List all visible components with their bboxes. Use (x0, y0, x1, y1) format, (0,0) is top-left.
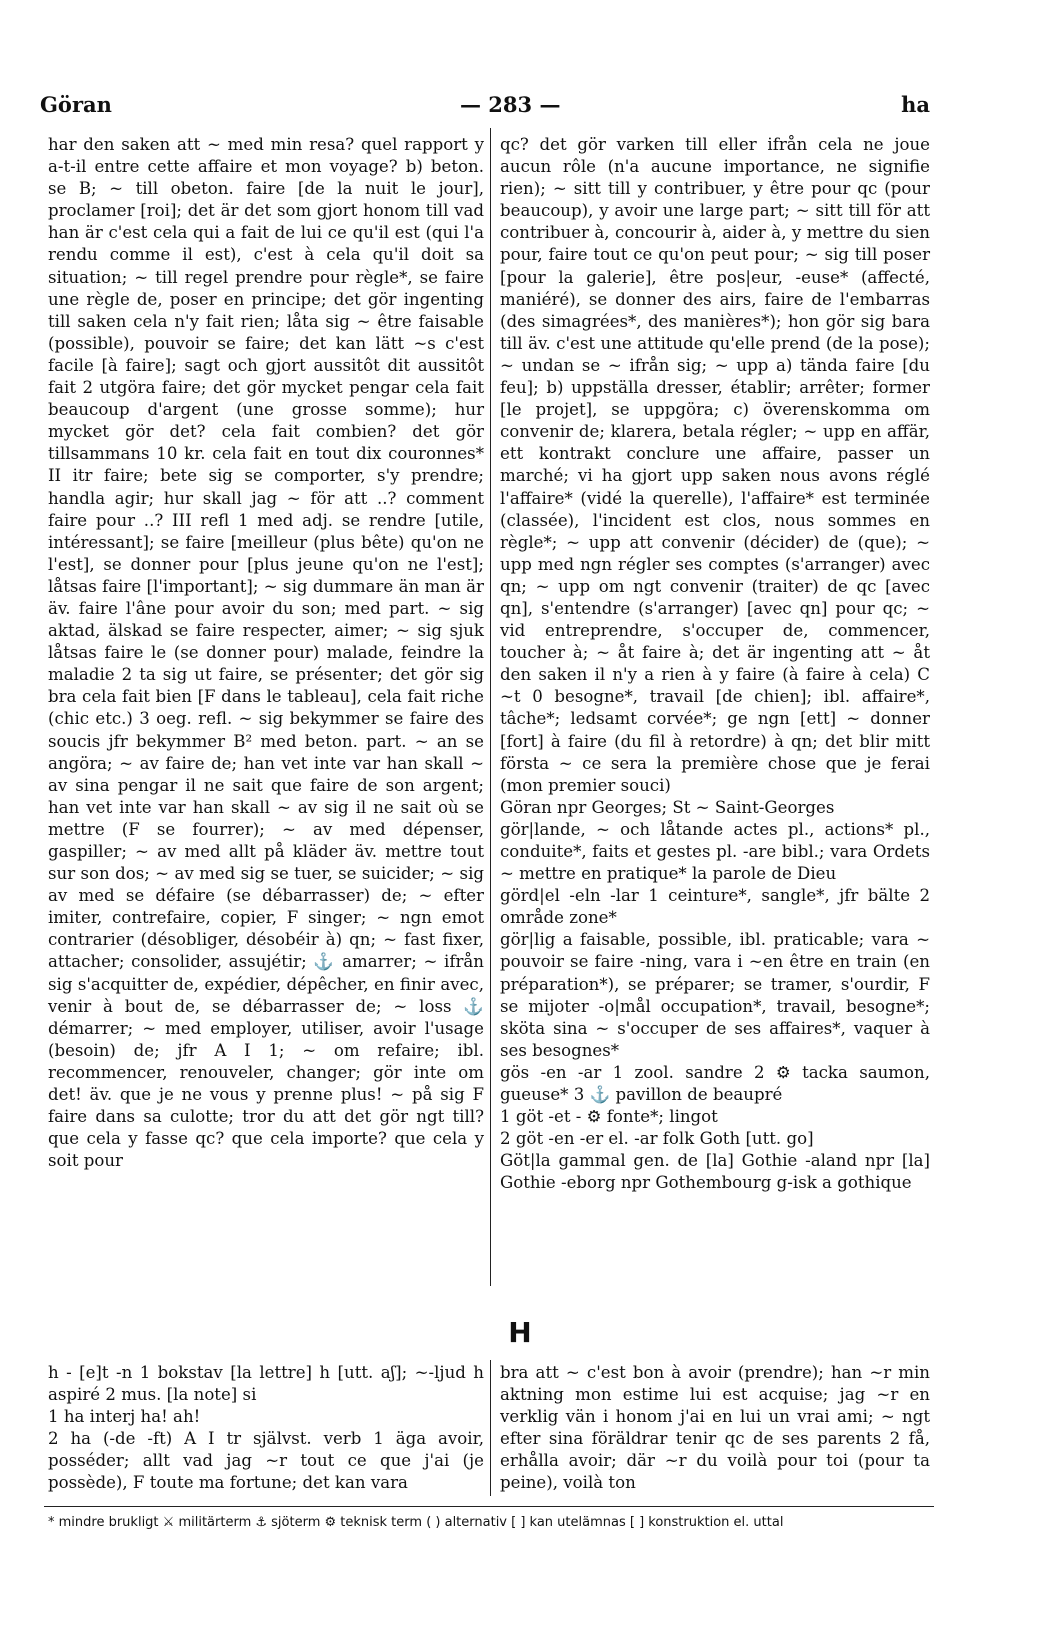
entry-gos: gös -en -ar 1 zool. sandre 2 ⚙ tacka saumon, gueuse* 3 ⚓ pavillon de beaupré (500, 1062, 930, 1105)
entry-text: qc? det gör varken till eller ifrån cela ne joue aucun rôle (n'a aucune importance, ne signifie rien); ~ sitt till y contribuer, y être pour qc (pour beaucoup), y avoir une large part; ~ sitt till för att contribuer à, concourir à, aider à, y mettre du sien pour, faire tout ce qu'on peut pour; ~ sig till poser [pour la galerie], être pos|eur, -euse* (affecté, maniéré), se donner des airs, faire de l'embarras (des simagrées*, des manières*); hon gör sig bara till äv. c'est une attitude qu'elle prend (de la pose); ~ undan se ~ ifrån sig; ~ upp a) tända faire [du feu]; b) uppställa dresser, établir; arrêter; former [le projet], se uppgöra; c) överenskomma om convenir de; klarera, betala régler; ~ upp en affär, ett kontrakt conclure une affaire, passer un marché; vi ha gjort upp saken nous avons réglé l'affaire* (vidé la querelle), l'affaire* est terminée (classée), l'incident est clos, nous sommes en règle*; ~ upp att convenir (décider) de (que); ~ upp med ngn régler ses comptes (s'arranger) avec qn; ~ upp om ngt convenir (traiter) de qc [avec qn], s'entendre (s'arranger) [avec qn] pour qc; ~ vid entreprendre, s'occuper de, commencer, toucher à; ~ åt faire à; det är ingenting att ~ åt den saken il n'y a rien à y faire (à faire à cela) C ~t 0 besogne*, travail [de chien]; ibl. affaire*, tâche*; ledsamt corvée*; ge ngn [ett] ~ donner [fort] à faire (du fil à retordre) à qn; det blir mitt första ~ ce sera la première chose que je ferai (mon premier souci) (500, 135, 930, 795)
entry-gorande: gör|lande, ~ och låtande actes pl., actions* pl., conduite*, faits et gestes pl. -are bibl.; vara Ordets ~ mettre en pratique* la parole de Dieu (500, 819, 930, 884)
entry-text: har den saken att ~ med min resa? quel rapport y a-t-il entre cette affaire et mon voyage? b) beton. se B; ~ till obeton. faire [de la nuit le jour], proclamer [roi]; det är det som gjort honom till vad han är c'est cela qui a fait de lui ce qu'il est (qui l'a rendu comme il est), c'est à cela qu'il doit sa situation; ~ till regel prendre pour règle*, se faire une règle de, poser en principe; det gör ingenting till saken cela n'y fait rien; låta sig ~ être faisable (possible), pouvoir se faire; det kan lätt ~s c'est facile [à faire]; sagt och gjort aussitôt dit aussitôt fait 2 utgöra faire; det gör mycket pengar cela fait beaucoup d'argent (une grosse somme); hur mycket gör det? cela fait combien? det gör tillsammans 10 kr. cela fait en tout dix couronnes* II itr faire; bete sig se comporter, s'y prendre; handla agir; hur skall jag ~ för att ..? comment faire pour ..? III refl 1 med adj. se rendre [utile, intéressant]; se faire [meilleur (plus bête) qu'on ne l'est], se donner pour [plus jeune qu'on ne l'est]; låtsas faire [l'important]; ~ sig dummare än man är äv. faire l'âne pour avoir du son; med part. ~ sig aktad, älskad se faire respecter, aimer; ~ sig sjuk låtsas faire le (se donner pour) malade, feindre la maladie 2 ta sig ut faire, se présenter; det gör sig bra cela fait bien [F dans le tableau], cela fait riche (chic etc.) 3 oeg. refl. ~ sig bekymmer se faire des soucis jfr bekymmer B² med beton. part. ~ an se angöra; ~ av faire de; han vet inte var han skall ~ av sina pengar il ne sait que faire de son argent; han vet inte var han skall ~ av sig il ne sait où se mettre (F se fourrer); ~ av med dépenser, gaspiller; ~ av med allt på kläder äv. mettre tout sur son dos; ~ av med sig se tuer, se suicider; ~ sig av med se défaire (se débarrasser) de; ~ efter imiter, contrefaire, copier, F singer; ~ ngn emot contrarier (désobliger, désobéir à) qn; ~ fast fixer, attacher; consolider, assujétir; ⚓ amarrer; ~ ifrån sig s'acquitter de, expédier, dépêcher, en finir avec, venir à bout de, se débarrasser de; ~ loss ⚓ démarrer; ~ med employer, utiliser, avoir l'usage (besoin) de; jfr A I 1; ~ om refaire; ibl. recommencer, renouveler, changer; gör inte om det! äv. que je ne vous y prenne plus! ~ på sig F faire dans sa culotte; tror du att det gör ngt till? que cela y fasse qc? que cela importe? que cela y soit pour (48, 135, 484, 1171)
entry-ha-verb: 2 ha (-de -ft) A I tr självst. verb 1 äga avoir, posséder; allt vad jag ~r tout ce que j'ai (je possède), F toute ma fortune; det kan vara (48, 1429, 484, 1493)
column-divider (490, 1360, 491, 1496)
section-letter: H (508, 1316, 532, 1349)
header-first-word: Göran (40, 92, 112, 117)
running-header (40, 92, 930, 120)
header-last-word: ha (901, 92, 930, 117)
entry-ha-interj: 1 ha interj ha! ah! (48, 1407, 201, 1427)
entry-h: h - [e]t -n 1 bokstav [la lettre] h [utt. aʃ]; ~-ljud h aspiré 2 mus. [la note] si (48, 1363, 484, 1405)
entry-gotla: Göt|la gammal gen. de [la] Gothie -aland npr [la] Gothie -eborg npr Gothembourg g-isk a gothique (500, 1151, 930, 1193)
footer-rule (44, 1506, 934, 1507)
entry-gordel: görd|el -eln -lar 1 ceinture*, sangle*, jfr bälte 2 område zone* (500, 886, 930, 928)
entry-got-2: 2 göt -en -er el. -ar folk Goth [utt. go] (500, 1129, 814, 1149)
symbol-legend: * mindre brukligt ⚔ militärterm ⚓ sjöterm ⚙ teknisk term ( ) alternativ [ ] kan utelämnas [ ] konstruktion el. uttal (48, 1515, 784, 1530)
left-column (48, 134, 484, 1172)
entry-goran: Göran npr Georges; St ~ Saint-Georges (500, 797, 835, 817)
right-column (500, 134, 930, 1195)
left-column-section-h (48, 1362, 484, 1495)
column-divider (490, 128, 491, 1286)
right-column-section-h (500, 1362, 930, 1495)
entry-text: bra att ~ c'est bon à avoir (prendre); han ~r min aktning mon estime lui est acquise; jag ~r en verklig vän i honom j'ai en lui un vrai ami; ~ ngt efter sina föräldrar tenir qc de ses parents 2 få, erhålla avoir; där ~r du voilà pour toi (pour ta peine), voilà ton (500, 1363, 930, 1493)
entry-got-1: 1 göt -et - ⚙ fonte*; lingot (500, 1107, 718, 1127)
page-number: — 283 — (460, 92, 561, 117)
entry-gorlig: gör|lig a faisable, possible, ibl. praticable; vara ~ pouvoir se faire -ning, vara i ~en être en train (en préparation*), se préparer; se tramer, s'ourdir, F se mijoter -o|mål occupation*, travail, besogne*; sköta sina ~ s'occuper de ses affaires*, vaquer à ses besognes* (500, 930, 930, 1060)
